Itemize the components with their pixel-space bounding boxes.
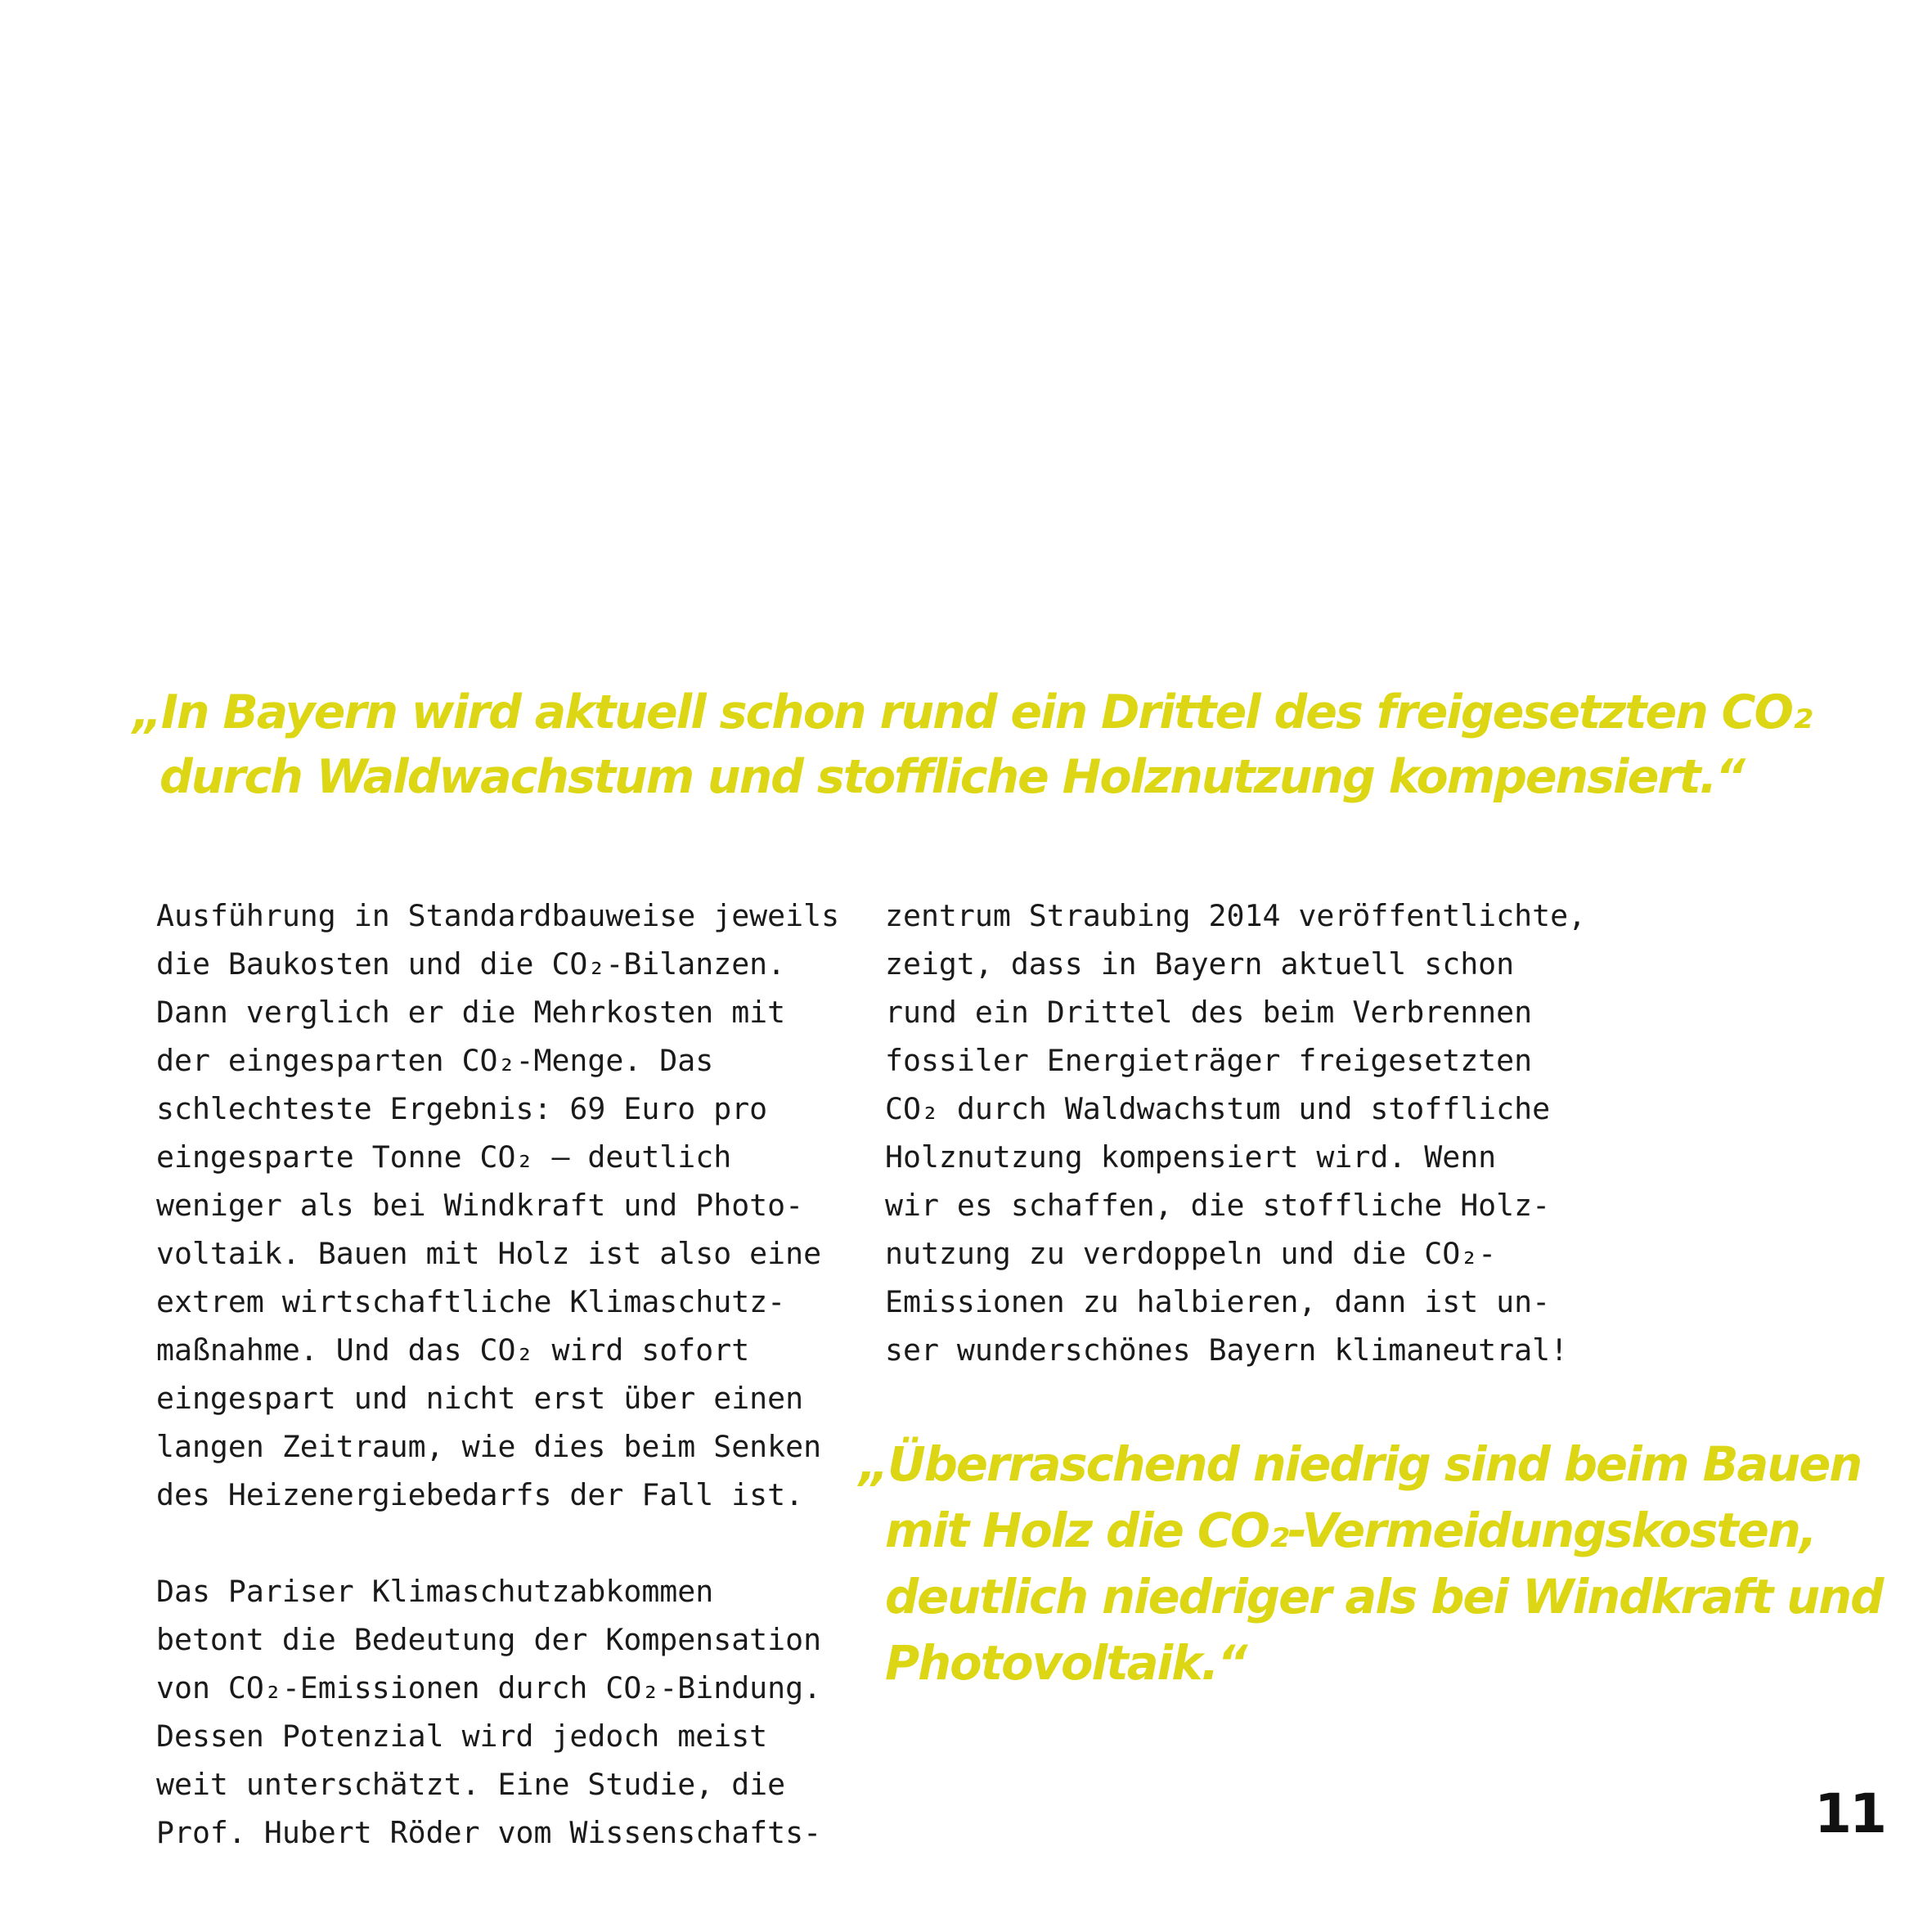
pull-quote-line: deutlich niedriger als bei Windkraft und <box>885 1570 1883 1624</box>
pull-quote-line: „In Bayern wird aktuell schon rund ein Drittel des freigesetzten CO₂ <box>133 685 1811 739</box>
body-text-line: die Baukosten und die CO₂-Bilanzen. <box>156 946 786 982</box>
paragraph-spacer <box>156 1519 839 1567</box>
body-text-line: zentrum Straubing 2014 veröffentlichte, <box>885 898 1587 933</box>
body-text-line: von CO₂-Emissionen durch CO₂-Bindung. <box>156 1670 822 1705</box>
body-text-line: langen Zeitraum, wie dies beim Senken <box>156 1429 822 1464</box>
body-text-line: eingespart und nicht erst über einen <box>156 1381 804 1416</box>
body-text-line: Dessen Potenzial wird jedoch meist <box>156 1719 768 1754</box>
body-text-line: Holznutzung kompensiert wird. Wenn <box>885 1139 1497 1175</box>
body-text-line: der eingesparten CO₂-Menge. Das <box>156 1043 714 1078</box>
body-text-line: schlechteste Ergebnis: 69 Euro pro <box>156 1091 768 1126</box>
body-text-line: Prof. Hubert Röder vom Wissenschafts- <box>156 1815 822 1850</box>
body-text-line: ser wunderschönes Bayern klimaneutral! <box>885 1332 1569 1368</box>
body-text-line: nutzung zu verdoppeln und die CO₂- <box>885 1236 1497 1271</box>
body-text-line: voltaik. Bauen mit Holz ist also eine <box>156 1236 822 1271</box>
body-text-line: rund ein Drittel des beim Verbrennen <box>885 995 1533 1030</box>
pull-quote-top <box>133 681 1811 810</box>
body-text-line: zeigt, dass in Bayern aktuell schon <box>885 946 1515 982</box>
pull-quote-bottom <box>859 1431 1882 1696</box>
body-text-line: maßnahme. Und das CO₂ wird sofort <box>156 1332 750 1368</box>
body-text-line: Dann verglich er die Mehrkosten mit <box>156 995 786 1030</box>
pull-quote-line: „Überraschend niedrig sind beim Bauen <box>859 1437 1862 1492</box>
body-text-line: wir es schaffen, die stoffliche Holz- <box>885 1188 1551 1223</box>
body-text-line: weniger als bei Windkraft und Photo- <box>156 1188 804 1223</box>
body-text-line: weit unterschätzt. Eine Studie, die <box>156 1767 786 1802</box>
body-text-line: eingesparte Tonne CO₂ – deutlich <box>156 1139 732 1175</box>
body-text-line: betont die Bedeutung der Kompensation <box>156 1622 822 1657</box>
body-column-right <box>885 892 1586 1374</box>
body-text-line: CO₂ durch Waldwachstum und stoffliche <box>885 1091 1551 1126</box>
body-text-line: des Heizenergiebedarfs der Fall ist. <box>156 1477 804 1512</box>
body-text-line: Emissionen zu halbieren, dann ist un- <box>885 1284 1551 1319</box>
body-text-line: Ausführung in Standardbauweise jeweils <box>156 898 840 933</box>
body-column-left <box>156 892 839 1857</box>
body-text-line: Das Pariser Klimaschutzabkommen <box>156 1574 714 1609</box>
body-text-line: fossiler Energieträger freigesetzten <box>885 1043 1533 1078</box>
pull-quote-line: mit Holz die CO₂-Vermeidungskosten, <box>885 1503 1816 1558</box>
pull-quote-line: durch Waldwachstum und stoffliche Holznutzung kompensiert.“ <box>160 750 1744 804</box>
page-number: 11 <box>1814 1782 1885 1845</box>
body-text-line: extrem wirtschaftliche Klimaschutz- <box>156 1284 786 1319</box>
pull-quote-line: Photovoltaik.“ <box>885 1636 1247 1691</box>
